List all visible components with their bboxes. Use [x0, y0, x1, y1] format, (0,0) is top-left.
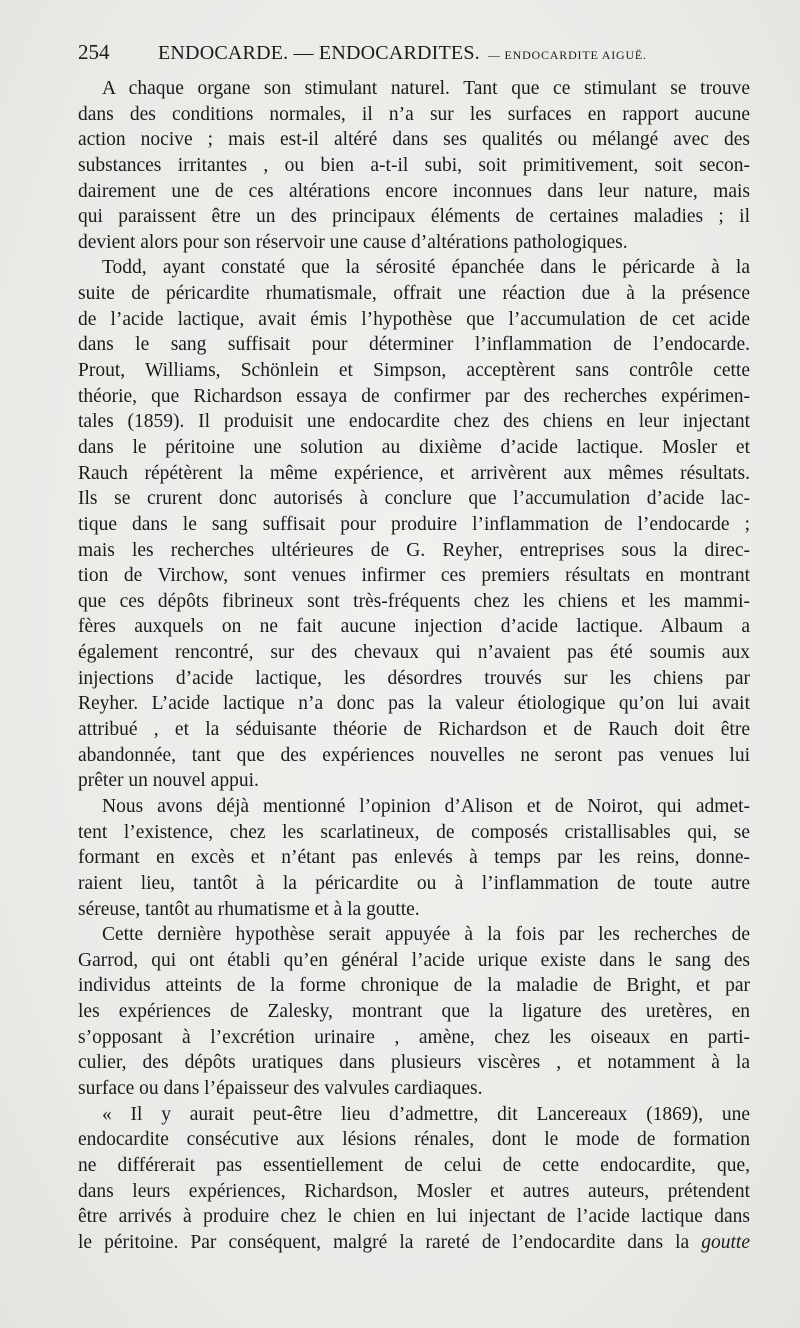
text-line: endocardite consécutive aux lésions rénales, dont le mode de formation	[78, 1129, 750, 1151]
text-line: formant en excès et n’étant pas enlevés à temps par les reins, donne-	[78, 847, 750, 869]
text-line: injections d’acide lactique, les désordres trouvés sur les chiens par	[78, 667, 750, 689]
text-line: surface ou dans l’épaisseur des valvules cardiaques.	[78, 1077, 483, 1099]
running-subtitle: — ENDOCARDITE AIGUË.	[487, 48, 647, 62]
text-line: Nous avons déjà mentionné l’opinion d’Alison et de Noirot, qui admet-	[102, 795, 750, 817]
text-line: abandonnée, tant que des expériences nouvelles ne seront pas venues lui	[78, 744, 750, 766]
page-header	[78, 40, 758, 70]
text-line: Todd, ayant constaté que la sérosité épanchée dans le péricarde à la	[102, 257, 750, 279]
text-line: de l’acide lactique, avait émis l’hypothèse que l’accumulation de cet acide	[78, 308, 750, 330]
text-line: qui paraissent être un des principaux éléments de certaines maladies ; il	[78, 206, 750, 228]
text-line: substances irritantes , ou bien a-t-il subi, soit primitivement, soit secon-	[78, 154, 750, 176]
text-line: dairement une de ces altérations encore inconnues dans leur nature, mais	[78, 180, 750, 202]
text-line-body: le péritoine. Par conséquent, malgré la rareté de l’endocardite dans la	[78, 1231, 690, 1253]
text-line: action nocive ; mais est-il altéré dans ses qualités ou mélangé avec des	[78, 129, 750, 151]
text-line: s’opposant à l’excrétion urinaire , amène, chez les oiseaux en parti-	[78, 1026, 750, 1048]
text-line: également rencontré, sur des chevaux qui n’avaient pas été soumis aux	[78, 642, 750, 664]
text-line: attribué , et la séduisante théorie de Richardson et de Rauch doit être	[78, 719, 750, 741]
text-line: ne différerait pas essentiellement de celui de cette endocardite, que,	[78, 1154, 750, 1176]
text-line: dans leurs expériences, Richardson, Mosler et autres auteurs, prétendent	[78, 1180, 750, 1202]
text-line: dans le péritoine une solution au dixième d’acide lactique. Mosler et	[78, 436, 750, 458]
text-line: les expériences de Zalesky, montrant que la ligature des uretères, en	[78, 1001, 750, 1023]
body-text	[78, 76, 750, 1255]
text-line: suite de péricardite rhumatismale, offrait une réaction due à la présence	[78, 283, 750, 305]
text-line: mais les recherches ultérieures de G. Reyher, entreprises sous la direc-	[78, 539, 750, 561]
text-line: fères auxquels on ne fait aucune injection d’acide lactique. Albaum a	[78, 616, 750, 638]
text-line: raient lieu, tantôt à la péricardite ou à l’inflammation de toute autre	[78, 872, 750, 894]
text-line: tent l’existence, chez les scarlatineux, de composés cristallisables qui, se	[78, 821, 750, 843]
text-line: Prout, Williams, Schönlein et Simpson, acceptèrent sans contrôle cette	[78, 360, 750, 382]
text-line: tales (1859). Il produisit une endocardite chez des chiens en leur injectant	[78, 411, 750, 433]
text-line: tion de Virchow, sont venues infirmer ces premiers résultats en montrant	[78, 565, 750, 587]
text-line: dans des conditions normales, il n’a sur les surfaces en rapport aucune	[78, 103, 750, 125]
text-line: dans le sang suffisait pour déterminer l’inflammation de l’endocarde.	[78, 334, 750, 356]
text-line: Rauch répétèrent la même expérience, et arrivèrent aux mêmes résultats.	[78, 462, 750, 484]
text-line: Garrod, qui ont établi qu’en général l’acide urique existe dans le sang des	[78, 949, 750, 971]
text-line: Ils se crurent donc autorisés à conclure que l’accumulation d’acide lac-	[78, 488, 750, 510]
text-line: « Il y aurait peut-être lieu d’admettre, dit Lancereaux (1869), une	[102, 1103, 750, 1125]
text-line: individus atteints de la forme chronique de la maladie de Bright, et par	[78, 975, 750, 997]
text-line: Cette dernière hypothèse serait appuyée à la fois par les recherches de	[102, 924, 750, 946]
text-line: Reyher. L’acide lactique n’a donc pas la valeur étiologique qu’on lui avait	[78, 693, 750, 715]
page-number: 254	[78, 40, 110, 64]
text-line-last	[78, 1230, 750, 1256]
text-line: être arrivés à produire chez le chien en lui injectant de l’acide lactique dans	[78, 1206, 750, 1228]
text-line: théorie, que Richardson essaya de confirmer par des recherches expérimen-	[78, 385, 750, 407]
text-line: devient alors pour son réservoir une cause d’altérations pathologiques.	[78, 231, 628, 253]
italic-word: goutte	[701, 1231, 751, 1253]
text-line: que ces dépôts fibrineux sont très-fréquents chez les chiens et les mammi-	[78, 590, 750, 612]
text-line: A chaque organe son stimulant naturel. Tant que ce stimulant se trouve	[102, 78, 750, 99]
text-line: culier, des dépôts uratiques dans plusieurs viscères , et notamment à la	[78, 1052, 750, 1074]
running-title: ENDOCARDE. — ENDOCARDITES.	[158, 42, 480, 64]
text-line: séreuse, tantôt au rhumatisme et à la goutte.	[78, 898, 420, 920]
text-line: prêter un nouvel appui.	[78, 770, 259, 792]
text-line: tique dans le sang suffisait pour produire l’inflammation de l’endocarde ;	[78, 513, 750, 535]
